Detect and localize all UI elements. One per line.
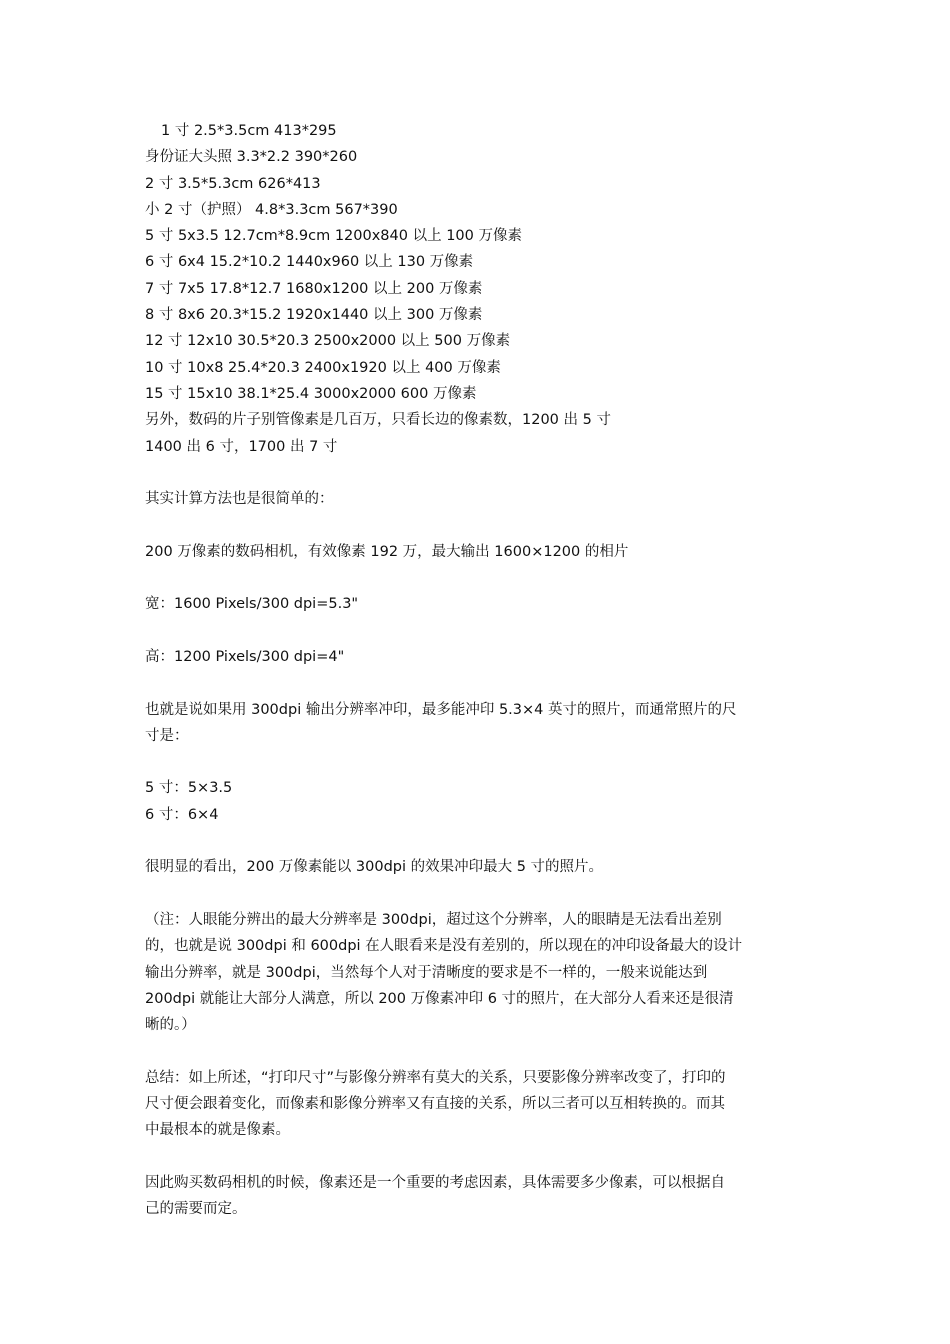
height-calc: 高：1200 Pixels/300 dpi=4" [145, 648, 345, 665]
size-table-row: 身份证大头照 3.3*2.2 390*260 [145, 149, 358, 166]
summary-line: 尺寸便会跟着变化，而像素和影像分辨率又有直接的关系，所以三者可以互相转换的。而其 [145, 1095, 725, 1112]
conclusion: 很明显的看出，200 万像素能以 300dpi 的效果冲印最大 5 寸的照片。 [145, 859, 604, 876]
note-line: 的，也就是说 300dpi 和 600dpi 在人眼看来是没有差别的，所以现在的冲印设备最大的设计 [145, 938, 743, 955]
dpi-paragraph-line: 也就是说如果用 300dpi 输出分辨率冲印，最多能冲印 5.3×4 英寸的照片，而通常照片的尺 [145, 701, 737, 718]
summary-line: 中最根本的就是像素。 [145, 1122, 290, 1139]
size-table-row: 1 寸 2.5*3.5cm 413*295 [161, 123, 337, 139]
size-table-row: 8 寸 8x6 20.3*15.2 1920x1440 以上 300 万像素 [145, 307, 483, 324]
size-table-row: 6 寸 6x4 15.2*10.2 1440x960 以上 130 万像素 [145, 254, 474, 271]
size-table-row: 10 寸 10x8 25.4*20.3 2400x1920 以上 400 万像素 [145, 359, 501, 376]
size-table-row: 7 寸 7x5 17.8*12.7 1680x1200 以上 200 万像素 [145, 280, 483, 297]
size-table-row: 12 寸 12x10 30.5*20.3 2500x2000 以上 500 万像素 [145, 333, 511, 350]
summary-line: 总结：如上所述，“打印尺寸”与影像分辨率有莫大的关系，只要影像分辨率改变了，打印的 [145, 1069, 726, 1086]
size-table-row: 15 寸 15x10 38.1*25.4 3000x2000 600 万像素 [145, 385, 477, 402]
final-line: 己的需要而定。 [145, 1201, 247, 1218]
note-line: 晰的。） [145, 1017, 196, 1034]
size-table-row: 5 寸 5x3.5 12.7cm*8.9cm 1200x840 以上 100 万像素 [145, 228, 522, 245]
size-5-inch: 5 寸：5×3.5 [145, 780, 233, 797]
size-table-note: 另外，数码的片子别管像素是几百万，只看长边的像素数，1200 出 5 寸 [145, 412, 611, 429]
size-table-row: 2 寸 3.5*5.3cm 626*413 [145, 175, 321, 192]
calc-intro: 其实计算方法也是很简单的： [145, 491, 334, 508]
document-page [145, 118, 815, 1222]
width-calc: 宽：1600 Pixels/300 dpi=5.3" [145, 596, 359, 613]
size-6-inch: 6 寸：6×4 [145, 806, 219, 823]
size-table-note: 1400 出 6 寸，1700 出 7 寸 [145, 438, 338, 455]
note-line: （注：人眼能分辨出的最大分辨率是 300dpi，超过这个分辨率，人的眼睛是无法看出差别 [145, 911, 722, 928]
size-table-row: 小 2 寸（护照） 4.8*3.3cm 567*390 [145, 201, 398, 218]
camera-line: 200 万像素的数码相机，有效像素 192 万，最大输出 1600×1200 的相片 [145, 543, 629, 560]
note-line: 200dpi 就能让大部分人满意，所以 200 万像素冲印 6 寸的照片，在大部分人看来还是很清 [145, 990, 734, 1007]
note-line: 输出分辨率，就是 300dpi，当然每个人对于清晰度的要求是不一样的，一般来说能达到 [145, 964, 708, 981]
final-line: 因此购买数码相机的时候，像素还是一个重要的考虑因素，具体需要多少像素，可以根据自 [145, 1174, 725, 1191]
dpi-paragraph-line: 寸是： [145, 727, 189, 744]
